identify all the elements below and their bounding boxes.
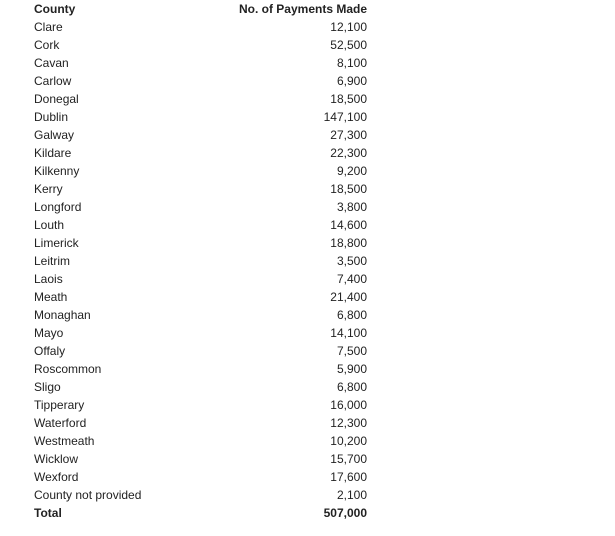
table-row [34, 378, 367, 396]
county-cell: Mayo [34, 326, 64, 340]
county-cell: Galway [34, 128, 75, 142]
table-row [34, 216, 367, 234]
county-cell: Longford [34, 200, 82, 214]
payments-cell: 147,100 [323, 110, 367, 124]
county-cell: Sligo [34, 380, 61, 394]
payments-cell: 8,100 [336, 56, 367, 70]
county-cell: Laois [34, 272, 63, 286]
table-row [34, 198, 367, 216]
table-row [34, 396, 367, 414]
table-row [34, 54, 367, 72]
payments-cell: 3,800 [336, 200, 367, 214]
payments-cell: 18,500 [330, 182, 367, 196]
payments-cell: 6,900 [336, 74, 367, 88]
county-cell: Roscommon [34, 362, 102, 376]
county-cell: Westmeath [34, 434, 95, 448]
county-cell: Louth [34, 218, 65, 232]
table-row [34, 468, 367, 486]
table-row [34, 342, 367, 360]
total-value: 507,000 [323, 506, 367, 520]
county-cell: Donegal [34, 92, 79, 106]
table-row [34, 450, 367, 468]
county-cell: Carlow [34, 74, 72, 88]
payments-cell: 2,100 [336, 488, 367, 502]
table-row [34, 252, 367, 270]
table-row [34, 360, 367, 378]
county-cell: Dublin [34, 110, 69, 124]
table-row [34, 180, 367, 198]
table-row [34, 90, 367, 108]
table-row [34, 270, 367, 288]
payments-cell: 5,900 [336, 362, 367, 376]
table-row [34, 108, 367, 126]
table-row [34, 414, 367, 432]
county-cell: County not provided [34, 488, 142, 502]
county-cell: Clare [34, 20, 63, 34]
payments-cell: 7,500 [336, 344, 367, 358]
payments-cell: 16,000 [330, 398, 367, 412]
table-row [34, 306, 367, 324]
payments-cell: 12,300 [330, 416, 367, 430]
table-row [34, 36, 367, 54]
table-row [34, 432, 367, 450]
payments-cell: 3,500 [336, 254, 367, 268]
payments-cell: 9,200 [336, 164, 367, 178]
payments-table [34, 0, 367, 522]
table-row [34, 234, 367, 252]
table-header-row [34, 0, 367, 18]
payments-cell: 12,100 [330, 20, 367, 34]
county-cell: Cork [34, 38, 60, 52]
payments-cell: 18,800 [330, 236, 367, 250]
payments-cell: 21,400 [330, 290, 367, 304]
column-header-payments: No. of Payments Made [238, 2, 367, 16]
payments-cell: 17,600 [330, 470, 367, 484]
total-label: Total [34, 506, 62, 520]
county-cell: Limerick [34, 236, 79, 250]
table-body [34, 18, 367, 504]
table-row [34, 18, 367, 36]
payments-cell: 14,100 [330, 326, 367, 340]
county-cell: Kerry [34, 182, 63, 196]
table-row [34, 486, 367, 504]
payments-cell: 15,700 [330, 452, 367, 466]
county-cell: Wexford [34, 470, 79, 484]
payments-cell: 7,400 [336, 272, 367, 286]
table-row [34, 144, 367, 162]
county-cell: Offaly [34, 344, 66, 358]
table-row [34, 162, 367, 180]
payments-cell: 10,200 [330, 434, 367, 448]
payments-cell: 14,600 [330, 218, 367, 232]
table-total-row [34, 504, 367, 522]
county-cell: Monaghan [34, 308, 91, 322]
table-row [34, 324, 367, 342]
payments-cell: 27,300 [330, 128, 367, 142]
county-cell: Cavan [34, 56, 69, 70]
column-header-county: County [34, 2, 76, 16]
county-cell: Kildare [34, 146, 72, 160]
payments-cell: 18,500 [330, 92, 367, 106]
payments-cell: 22,300 [330, 146, 367, 160]
payments-cell: 6,800 [336, 380, 367, 394]
county-cell: Wicklow [34, 452, 78, 466]
payments-cell: 6,800 [336, 308, 367, 322]
payments-cell: 52,500 [330, 38, 367, 52]
county-cell: Kilkenny [34, 164, 80, 178]
table-row [34, 288, 367, 306]
table-row [34, 126, 367, 144]
county-cell: Meath [34, 290, 68, 304]
table-row [34, 72, 367, 90]
county-cell: Leitrim [34, 254, 71, 268]
county-cell: Tipperary [34, 398, 85, 412]
county-cell: Waterford [34, 416, 87, 430]
